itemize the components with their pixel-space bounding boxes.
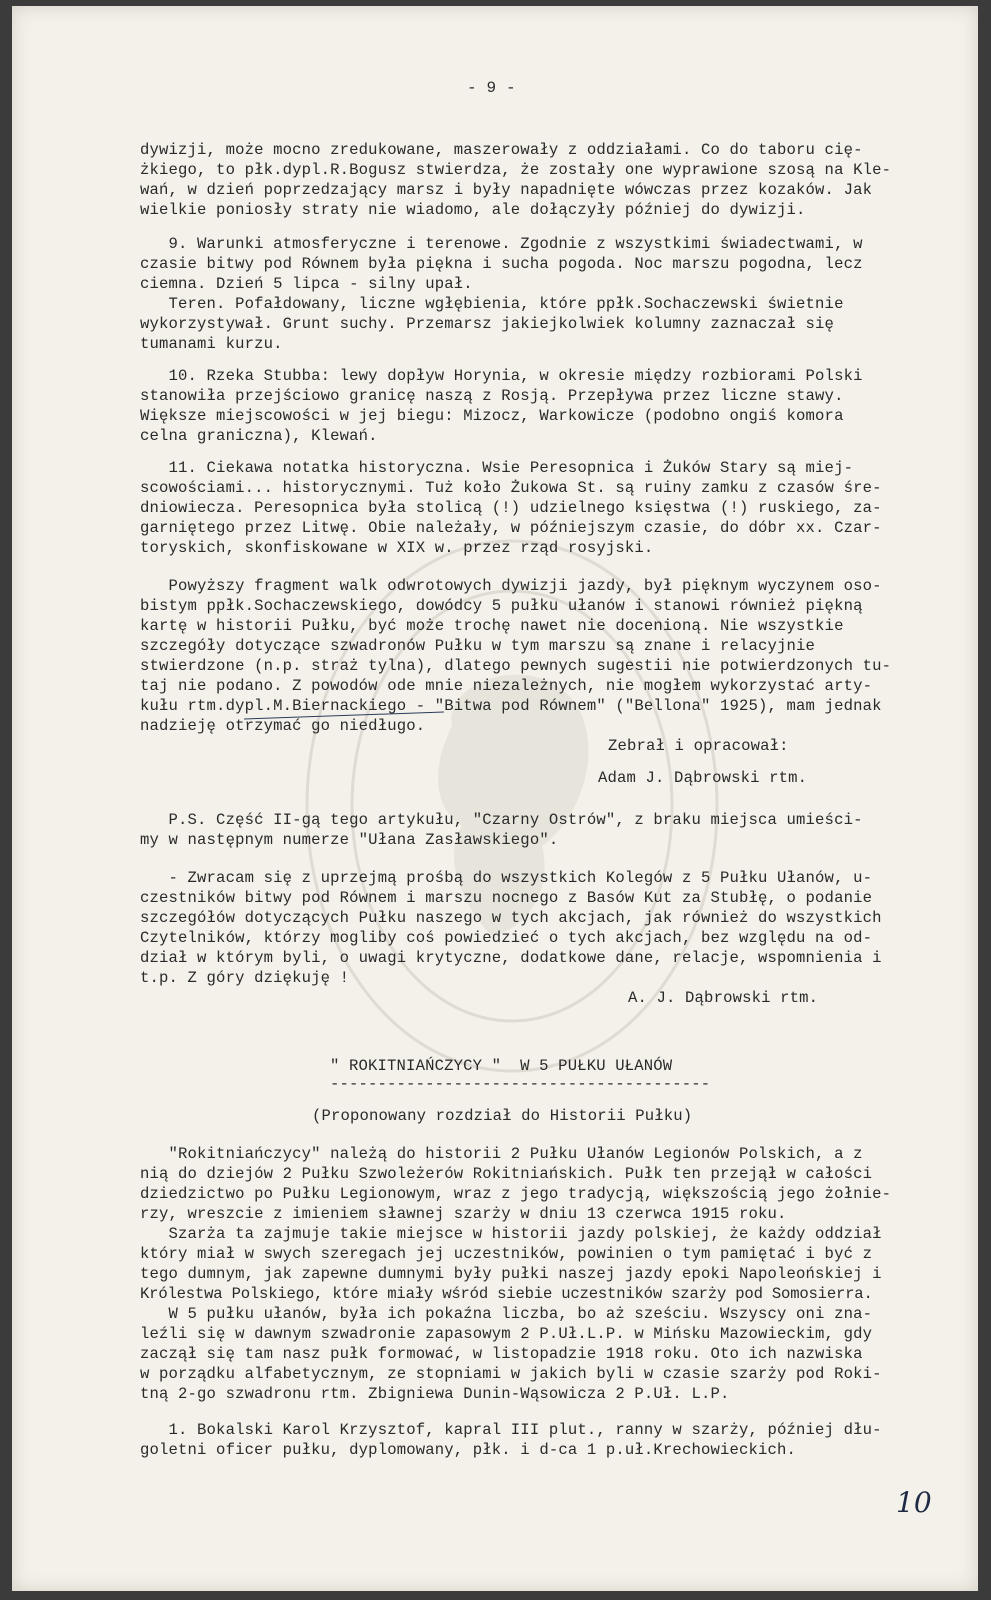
text-line: 11. Ciekawa notatka historyczna. Wsie Peresopnica i Żuków Stary są miej- xyxy=(140,459,854,477)
text-line: tną 2-go szwadronu rtm. Zbigniewa Dunin-Wąsowicza 2 P.Uł. L.P. xyxy=(140,1385,730,1403)
text-line: kułu rtm.dypl.M.Biernackiego - "Bitwa pod Równem" ("Bellona" 1925), mam jednak xyxy=(140,697,882,715)
text-line: bistym ppłk.Sochaczewskiego, dowódcy 5 pułku ułanów i stanowi również piękną xyxy=(140,597,863,615)
text-line: W 5 pułku ułanów, była ich pokaźna liczba, bo aż sześciu. Wszyscy oni zna- xyxy=(140,1305,873,1323)
section-title-underline: ---------------------------------------- xyxy=(330,1075,711,1093)
text-line: celna graniczna), Klewań. xyxy=(140,427,378,445)
author-signature: Adam J. Dąbrowski rtm. xyxy=(598,769,808,787)
text-line: toryskich, skonfiskowane w XIX w. przez rząd rosyjski. xyxy=(140,539,654,557)
text-line: kartę w historii Pułku, być może trochę nawet nie docenioną. Nie wszystkie xyxy=(140,617,844,635)
text-line: w porządku alfabetycznym, ze stopniami w jakich byli w czasie szarży pod Roki- xyxy=(140,1365,882,1383)
text-line: 10. Rzeka Stubba: lewy dopływ Horynia, w okresie między rozbiorami Polski xyxy=(140,367,863,385)
text-line: nią do dziejów 2 Pułku Szwoleżerów Rokitniańskich. Pułk ten przejął w całości xyxy=(140,1165,873,1183)
text-line: nadzieję otrzymać go niedługo. xyxy=(140,717,426,735)
text-line: Większe miejscowości w jej biegu: Mizocz, Warkowicze (podobno ongiś komora xyxy=(140,407,844,425)
text-line: goletni oficer pułku, dyplomowany, płk. i d-ca 1 p.uł.Krechowieckich. xyxy=(140,1441,797,1459)
text-line: "Rokitniańczycy" należą do historii 2 Pułku Ułanów Legionów Polskich, a z xyxy=(140,1145,863,1163)
text-line: szczegóły dotyczące szwadronów Pułku w tym marszu są znane i relacyjnie xyxy=(140,637,816,655)
appeal-signature: A. J. Dąbrowski rtm. xyxy=(628,989,819,1007)
text-line: ciemna. Dzień 5 lipca - silny upał. xyxy=(140,275,473,293)
text-line: t.p. Z góry dziękuję ! xyxy=(140,969,350,987)
text-line: 9. Warunki atmosferyczne i terenowe. Zgodnie z wszystkimi świadectwami, w xyxy=(140,235,863,253)
text-line: P.S. Część II-gą tego artykułu, "Czarny Ostrów", z braku miejsca umieści- xyxy=(140,811,863,829)
text-line: dywizji, może mocno zredukowane, maszerowały z oddziałami. Co do taboru cię- xyxy=(140,141,863,159)
text-line: szczegółów dotyczących Pułku naszego w tych akcjach, jak również do wszystkich xyxy=(140,909,882,927)
text-line: który miał w swych szeregach jej uczestników, powinien o tym pamiętać i być z xyxy=(140,1245,873,1263)
text-line: stanowiła przejściowo granicę naszą z Rosją. Przepływa przez liczne stawy. xyxy=(140,387,844,405)
text-line: czasie bitwy pod Równem była piękna i sucha pogoda. Noc marszu pogodna, lecz xyxy=(140,255,863,273)
text-line: my w następnym numerze "Ułana Zasławskiego". xyxy=(140,831,559,849)
text-line: dział w którym byli, o uwagi krytyczne, dodatkowe dane, relacje, wspomnienia i xyxy=(140,949,882,967)
compiled-by-label: Zebrał i opracował: xyxy=(608,737,789,755)
text-line: leźli się w dawnym szwadronie zapasowym 2 P.Uł.L.P. w Mińsku Mazowieckim, gdy xyxy=(140,1325,873,1343)
text-line: dniowiecza. Peresopnica była stolicą (!) udzielnego księstwa (!) ruskiego, za- xyxy=(140,499,882,517)
handwritten-page-number: 10 xyxy=(896,1486,932,1519)
text-line: Teren. Pofałdowany, liczne wgłębienia, które ppłk.Sochaczewski świetnie xyxy=(140,295,844,313)
page-number: - 9 - xyxy=(467,79,516,97)
text-line: zaczął się tam nasz pułk formować, w listopadzie 1918 roku. Oto ich nazwiska xyxy=(140,1345,863,1363)
document-sheet xyxy=(12,6,978,1591)
text-line: garniętego przez Litwę. Obie należały, w późniejszym czasie, do dóbr xx. Czar- xyxy=(140,519,882,537)
text-line: wykorzystywał. Grunt suchy. Przemarsz jakiejkolwiek kolumny zaznaczał się xyxy=(140,315,835,333)
section-subtitle: (Proponowany rozdział do Historii Pułku) xyxy=(312,1107,693,1125)
text-line: tego dumnym, jak zapewne dumnymi były pułki naszej jazdy epoki Napoleońskiej i xyxy=(140,1265,882,1283)
text-line: czestników bitwy pod Równem i marszu nocnego z Basów Kut za Stubłę, o podanie xyxy=(140,889,873,907)
text-line: Szarża ta zajmuje takie miejsce w historii jazdy polskiej, że każdy oddział xyxy=(140,1225,882,1243)
text-line: rzy, wreszcie z imieniem sławnej szarży w dniu 13 czerwca 1915 roku. xyxy=(140,1205,787,1223)
text-line: scowościami... historycznymi. Tuż koło Żukowa St. są ruiny zamku z czasów śre- xyxy=(140,479,882,497)
text-line: Powyższy fragment walk odwrotowych dywizji jazdy, był pięknym wyczynem oso- xyxy=(140,577,882,595)
text-line: wań, w dzień poprzedzający marsz i były napadnięte wówczas przez kozaków. Jak xyxy=(140,181,873,199)
text-line: dziedzictwo po Pułku Legionowym, wraz z jego tradycją, większością jego żołnie- xyxy=(140,1185,892,1203)
text-line: Czytelników, którzy mogliby coś powiedzieć o tych akcjach, bez względu na od- xyxy=(140,929,873,947)
text-line: 1. Bokalski Karol Krzysztof, kapral III plut., ranny w szarży, później dłu- xyxy=(140,1421,882,1439)
text-line: wielkie poniosły straty nie wiadomo, ale dołączyły później do dywizji. xyxy=(140,201,806,219)
section-title: " ROKITNIAŃCZYCY " W 5 PUŁKU UŁANÓW xyxy=(330,1057,673,1075)
text-line: żkiego, to płk.dypl.R.Bogusz stwierdza, że zostały one wyprawione szosą na Kle- xyxy=(140,161,892,179)
text-line: taj nie podano. Z powodów ode mnie niezależnych, nie mogłem wykorzystać arty- xyxy=(140,677,873,695)
text-line: Królestwa Polskiego, które miały wśród siebie uczestników szarży pod Somosierra. xyxy=(140,1285,873,1303)
typed-document xyxy=(12,6,978,1591)
text-line: stwierdzone (n.p. straż tylna), dlatego pewnych sugestii nie potwierdzonych tu- xyxy=(140,657,892,675)
text-line: - Zwracam się z uprzejmą prośbą do wszystkich Kolegów z 5 Pułku Ułanów, u- xyxy=(140,869,873,887)
text-line: tumanami kurzu. xyxy=(140,335,283,353)
